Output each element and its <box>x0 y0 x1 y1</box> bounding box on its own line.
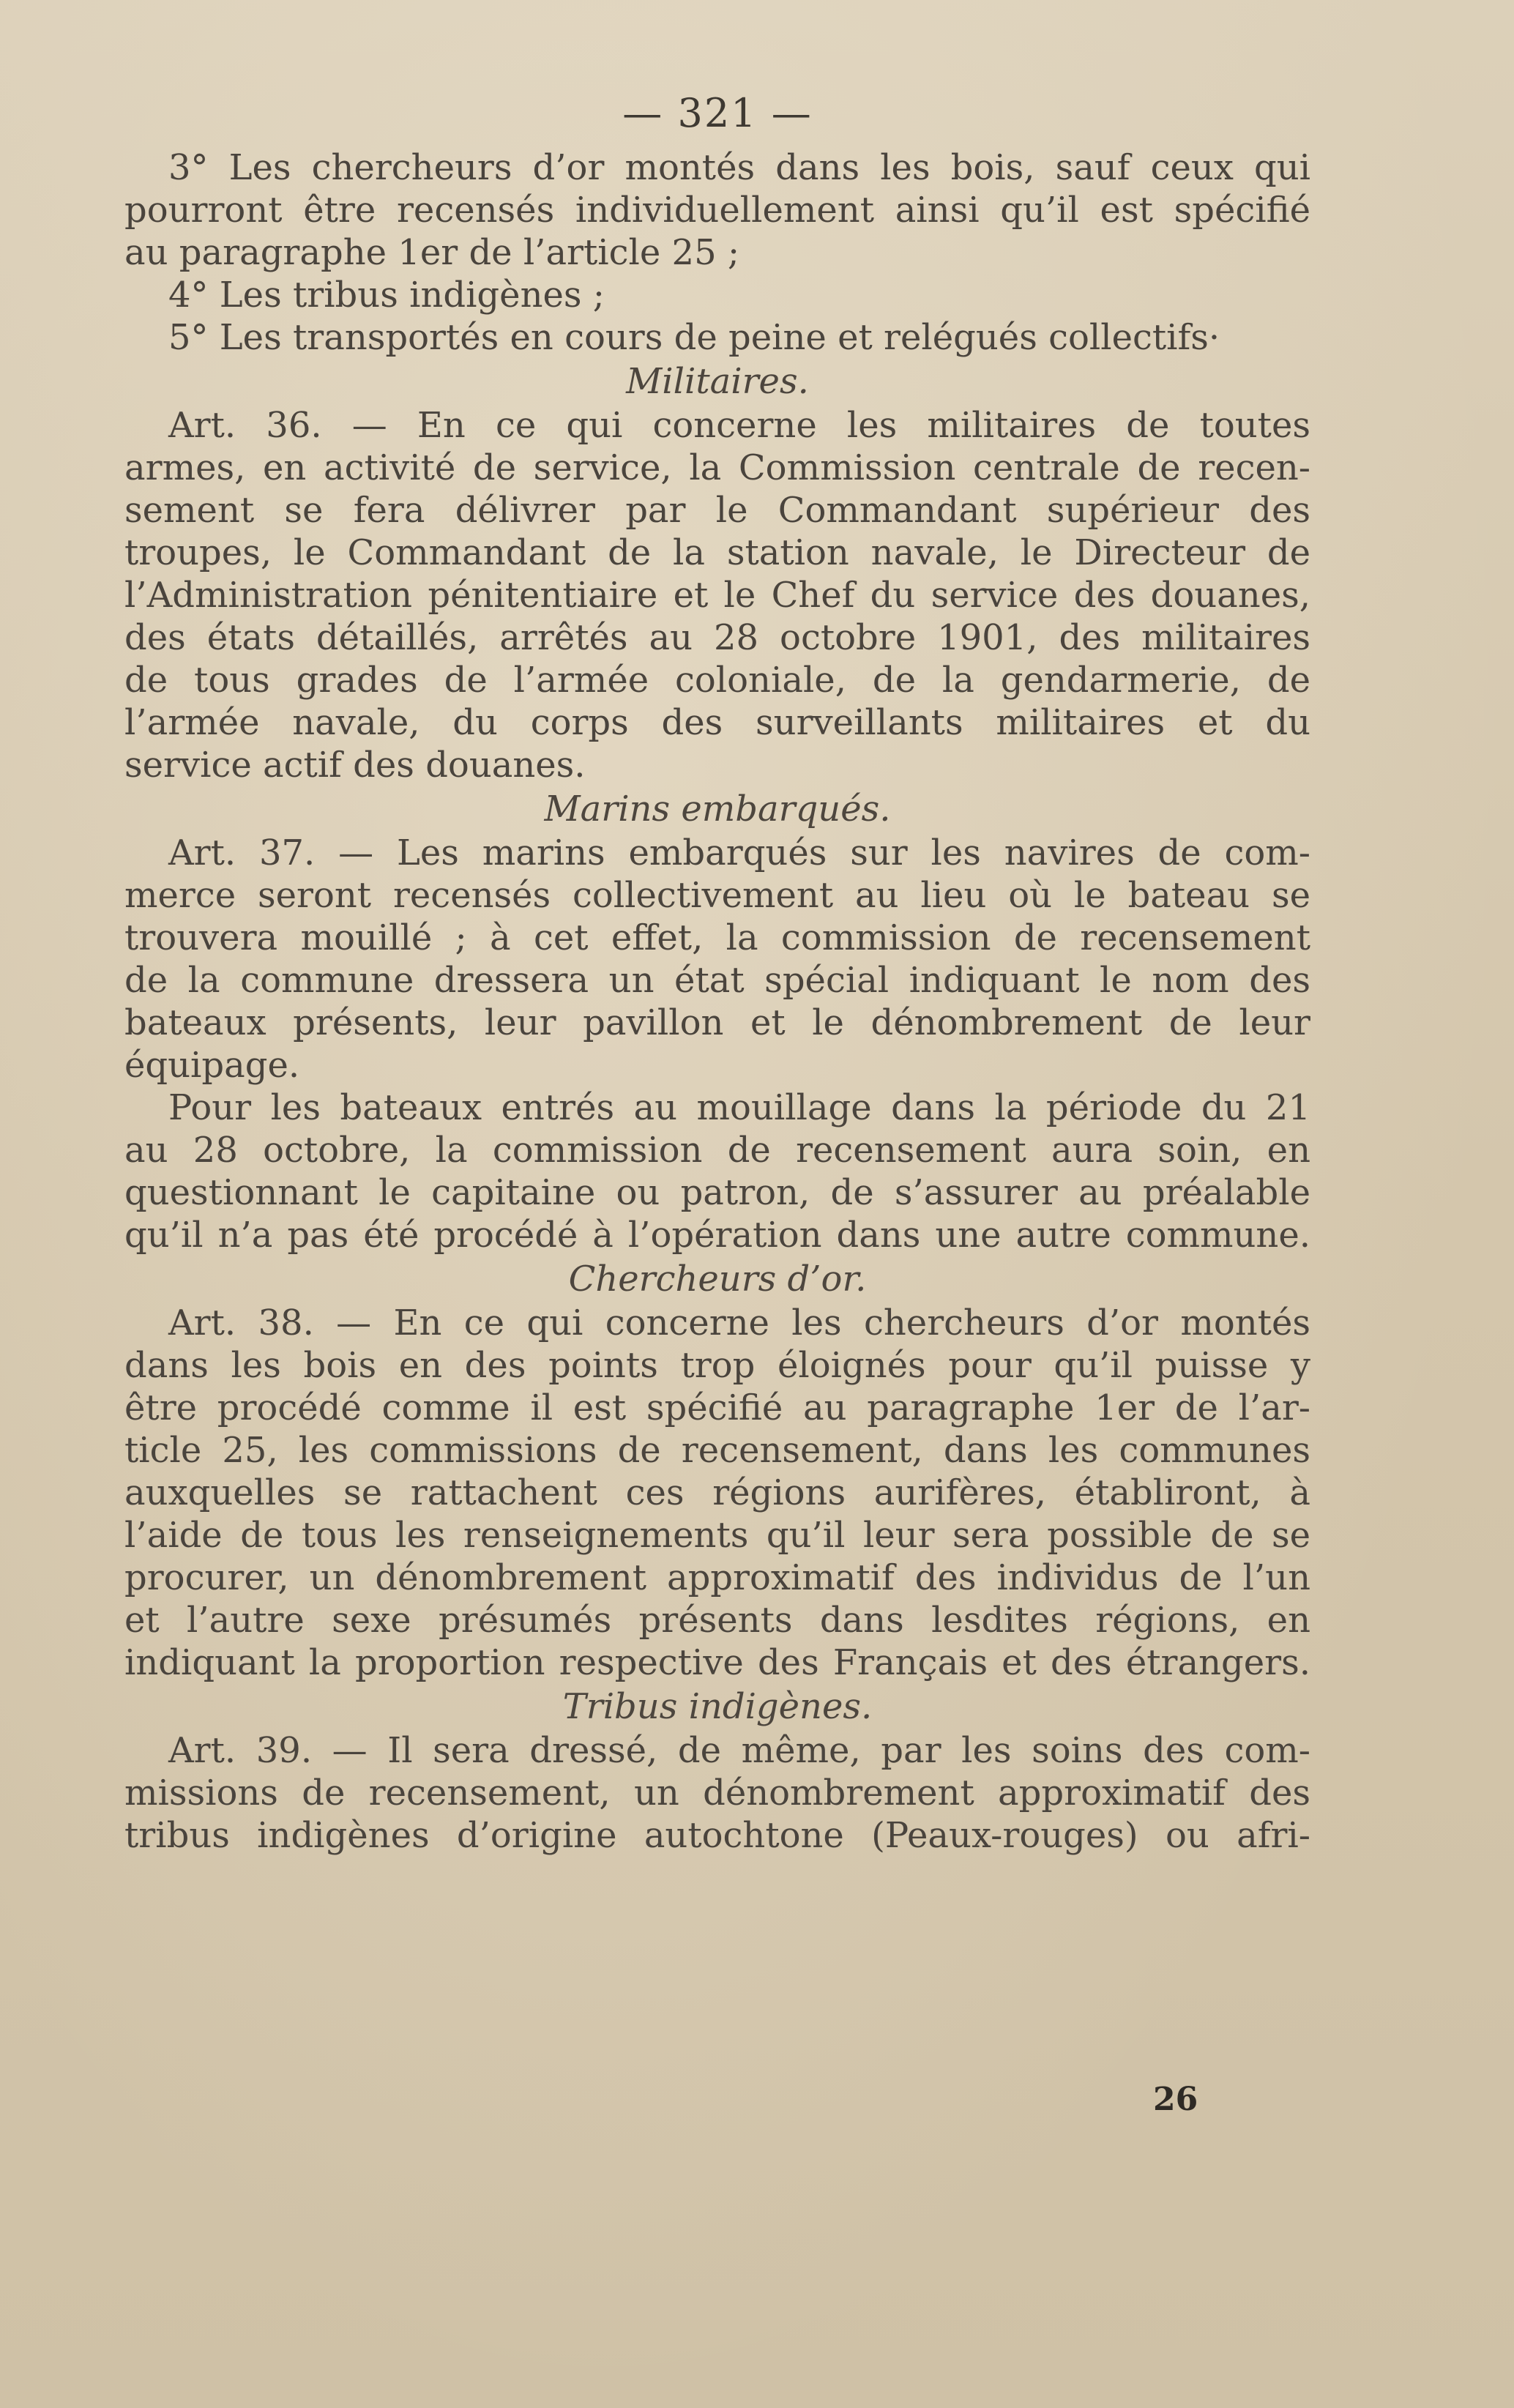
text-line: Art. 37. — Les marins embarqués sur les navires de com- <box>168 832 1310 873</box>
text-line: Art. 36. — En ce qui concerne les militaires de toutes <box>168 405 1310 446</box>
text-line: l’armée navale, du corps des surveillants militaires et du <box>124 702 1310 743</box>
text-line: Art. 39. — Il sera dressé, de même, par les soins des com- <box>168 1730 1310 1771</box>
text-line: armes, en activité de service, la Commission centrale de recen- <box>124 447 1310 488</box>
text-line: service actif des douanes. <box>124 745 586 786</box>
text-line: 3° Les chercheurs d’or montés dans les bois, sauf ceux qui <box>168 147 1310 188</box>
text-line: de tous grades de l’armée coloniale, de la gendarmerie, de <box>124 660 1310 701</box>
text-line: au paragraphe 1er de l’article 25 ; <box>124 232 740 273</box>
text-line: merce seront recensés collectivement au lieu où le bateau se <box>124 875 1310 916</box>
text-line: qu’il n’a pas été procédé à l’opération dans une autre commune. <box>124 1215 1310 1256</box>
section-heading-militaires: Militaires. <box>626 361 809 402</box>
text-line: troupes, le Commandant de la station navale, le Directeur de <box>124 532 1310 573</box>
text-line: l’Administration pénitentiaire et le Chef du service des douanes, <box>124 575 1310 616</box>
section-heading-marins: Marins embarqués. <box>544 789 891 830</box>
section-heading-tribus: Tribus indigènes. <box>562 1686 873 1727</box>
text-line: missions de recensement, un dénombrement approximatif des <box>124 1773 1310 1814</box>
text-line: et l’autre sexe présumés présents dans lesdites régions, en <box>124 1600 1310 1641</box>
text-line: indiquant la proportion respective des Français et des étrangers. <box>124 1642 1310 1683</box>
text-line: 4° Les tribus indigènes ; <box>168 275 605 316</box>
text-line: auxquelles se rattachent ces régions aurifères, établiront, à <box>124 1472 1310 1513</box>
text-line: trouvera mouillé ; à cet effet, la commission de recensement <box>124 917 1310 958</box>
text-line: équipage. <box>124 1045 300 1086</box>
text-line: sement se fera délivrer par le Commandant supérieur des <box>124 490 1310 531</box>
text-line: bateaux présents, leur pavillon et le dénombrement de leur <box>124 1002 1310 1043</box>
text-line: tribus indigènes d’origine autochtone (Peaux-rouges) ou afri- <box>124 1815 1310 1856</box>
text-line: dans les bois en des points trop éloignés pour qu’il puisse y <box>124 1345 1310 1386</box>
text-line: questionnant le capitaine ou patron, de s’assurer au préalable <box>124 1172 1310 1213</box>
text-line: Art. 38. — En ce qui concerne les chercheurs d’or montés <box>168 1302 1310 1343</box>
text-line: ticle 25, les commissions de recensement, dans les communes <box>124 1430 1310 1471</box>
text-line: au 28 octobre, la commission de recensement aura soin, en <box>124 1130 1310 1171</box>
text-line: être procédé comme il est spécifié au paragraphe 1er de l’ar- <box>124 1387 1310 1428</box>
sheet-signature-mark: 26 <box>1153 2081 1198 2118</box>
page-number: — 321 — <box>622 90 813 136</box>
text-line: 5° Les transportés en cours de peine et relégués collectifs· <box>168 317 1220 358</box>
text-line: de la commune dressera un état spécial indiquant le nom des <box>124 960 1310 1001</box>
text-line: procurer, un dénombrement approximatif des individus de l’un <box>124 1557 1310 1598</box>
text-line: l’aide de tous les renseignements qu’il leur sera possible de se <box>124 1515 1310 1556</box>
text-line: des états détaillés, arrêtés au 28 octobre 1901, des militaires <box>124 617 1310 658</box>
text-line: pourront être recensés individuellement ainsi qu’il est spécifié <box>124 190 1310 231</box>
section-heading-chercheurs: Chercheurs d’or. <box>568 1259 867 1300</box>
text-line: Pour les bateaux entrés au mouillage dans la période du 21 <box>168 1087 1310 1128</box>
page-content <box>124 81 1310 1857</box>
